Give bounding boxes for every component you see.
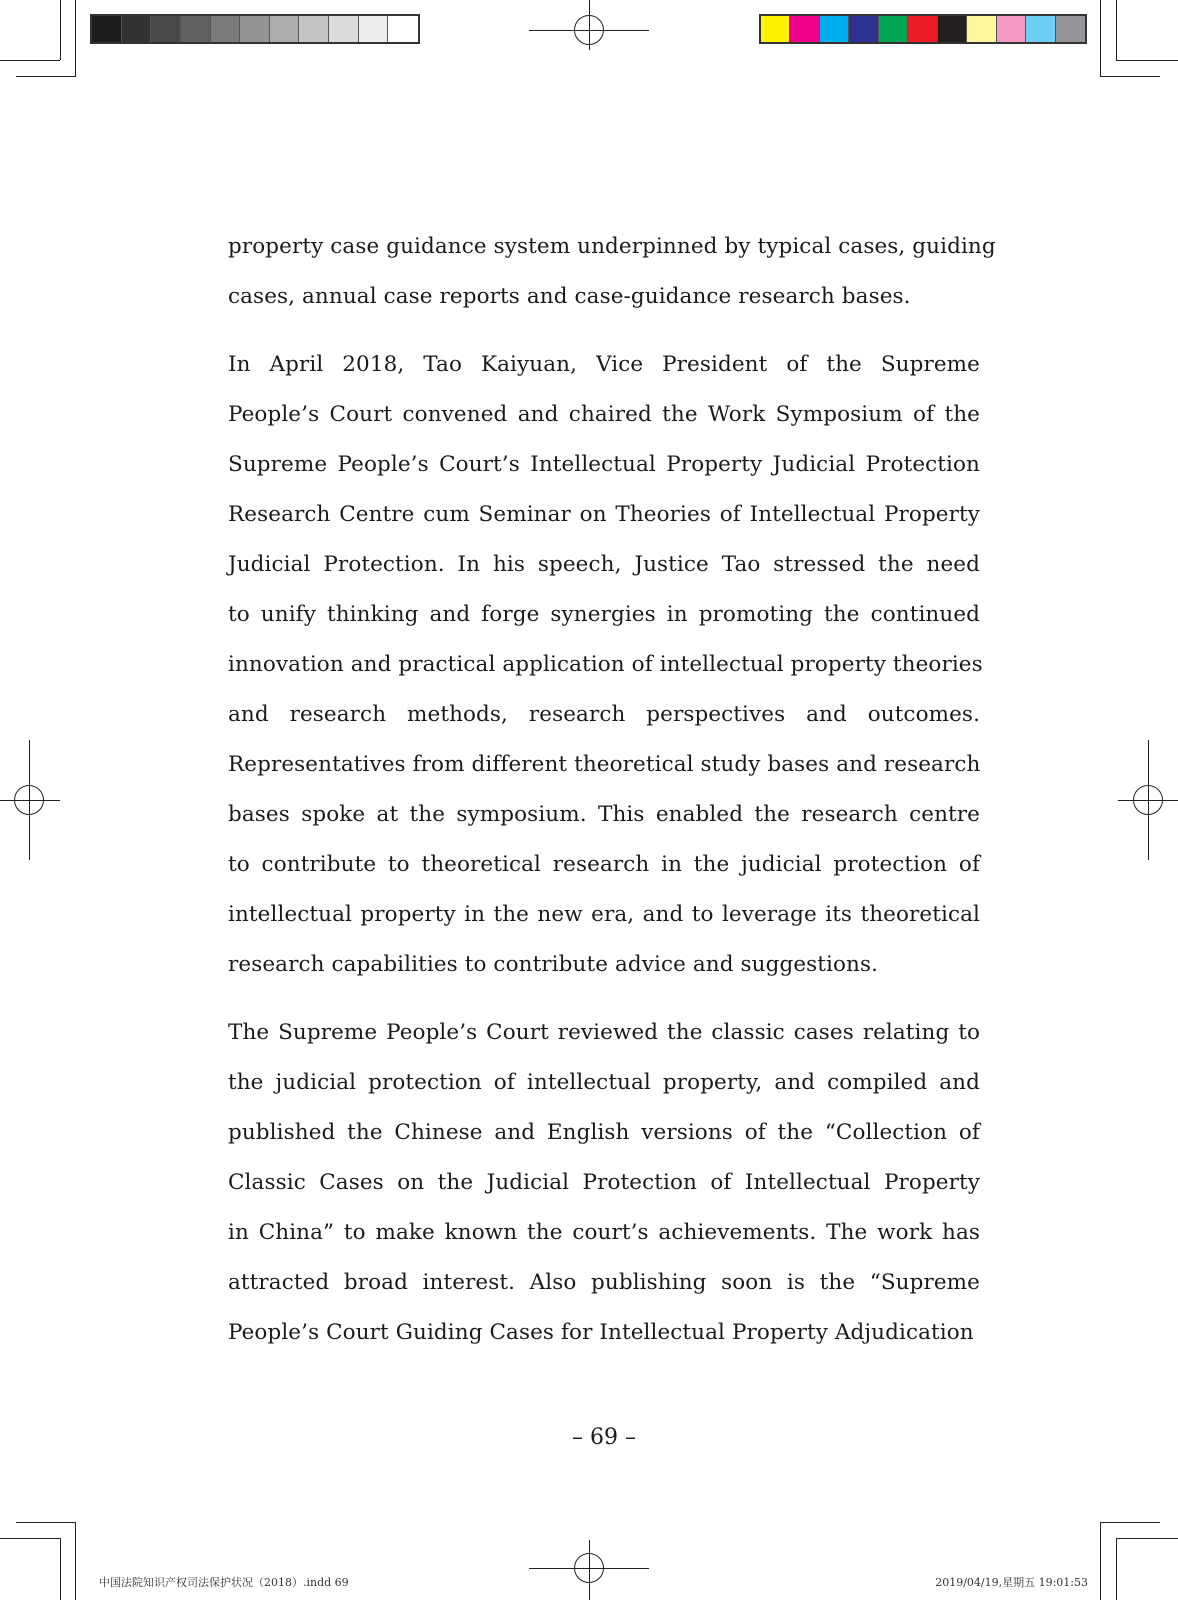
registration-mark-bottom <box>574 1553 604 1583</box>
crop-mark <box>16 76 76 77</box>
color-swatch <box>790 16 819 42</box>
color-swatch <box>820 16 849 42</box>
gray-swatch <box>329 16 359 42</box>
text-line: The Supreme People’s Court reviewed the classic cases relating to <box>228 1020 980 1045</box>
text-line: and research methods, research perspectives and outcomes. <box>228 702 980 727</box>
text-line: Judicial Protection. In his speech, Justice Tao stressed the need <box>228 552 980 577</box>
registration-mark-top <box>574 15 604 45</box>
gray-swatch <box>299 16 329 42</box>
text-line: Representatives from different theoretical study bases and research <box>228 752 981 777</box>
grayscale-calibration-bar <box>90 14 420 44</box>
page-number: – 69 – <box>572 1425 636 1450</box>
crop-mark <box>1100 1522 1101 1600</box>
text-line: innovation and practical application of intellectual property theories <box>228 652 983 677</box>
crop-mark <box>1116 60 1178 61</box>
text-line: attracted broad interest. Also publishing soon is the “Supreme <box>228 1270 980 1295</box>
gray-swatch <box>181 16 211 42</box>
gray-swatch <box>151 16 181 42</box>
crop-mark <box>75 1522 76 1600</box>
text-line: People’s Court convened and chaired the Work Symposium of the <box>228 402 980 427</box>
gray-swatch <box>211 16 241 42</box>
crop-mark <box>1100 0 1101 76</box>
color-swatch <box>879 16 908 42</box>
text-line: to contribute to theoretical research in the judicial protection of <box>228 852 980 877</box>
color-calibration-bar <box>759 14 1087 44</box>
paragraph <box>228 1008 980 1358</box>
text-line: intellectual property in the new era, and to leverage its theoretical <box>228 902 980 927</box>
color-swatch <box>1026 16 1055 42</box>
text-line: In April 2018, Tao Kaiyuan, Vice President of the Supreme <box>228 352 980 377</box>
text-line: published the Chinese and English versions of the “Collection of <box>228 1120 980 1145</box>
registration-mark-left <box>14 785 44 815</box>
paragraph <box>228 222 996 322</box>
body-text <box>228 222 996 1376</box>
color-swatch <box>938 16 967 42</box>
color-swatch <box>1056 16 1085 42</box>
color-swatch <box>908 16 937 42</box>
crop-mark <box>1100 1522 1160 1523</box>
color-swatch <box>967 16 996 42</box>
text-line: cases, annual case reports and case-guidance research bases. <box>228 284 911 309</box>
crop-mark <box>0 1538 60 1539</box>
text-line: to unify thinking and forge synergies in promoting the continued <box>228 602 980 627</box>
text-line: People’s Court Guiding Cases for Intellectual Property Adjudication <box>228 1320 974 1345</box>
crop-mark <box>1116 0 1117 60</box>
registration-mark-right <box>1133 785 1163 815</box>
text-line: research capabilities to contribute advice and suggestions. <box>228 952 879 977</box>
text-line: Supreme People’s Court’s Intellectual Property Judicial Protection <box>228 452 980 477</box>
color-swatch <box>997 16 1026 42</box>
crop-mark <box>16 1522 76 1523</box>
text-line: property case guidance system underpinned by typical cases, guiding <box>228 234 996 259</box>
crop-mark <box>60 1538 61 1600</box>
gray-swatch <box>92 16 122 42</box>
crop-mark <box>0 60 60 61</box>
color-swatch <box>761 16 790 42</box>
gray-swatch <box>359 16 389 42</box>
color-swatch <box>849 16 878 42</box>
gray-swatch <box>388 16 418 42</box>
gray-swatch <box>240 16 270 42</box>
footer-file-name: 中国法院知识产权司法保护状况（2018）.indd 69 <box>99 1576 349 1589</box>
crop-mark <box>1116 1538 1178 1539</box>
text-line: the judicial protection of intellectual property, and compiled and <box>228 1070 980 1095</box>
text-line: bases spoke at the symposium. This enabled the research centre <box>228 802 980 827</box>
text-line: in China” to make known the court’s achievements. The work has <box>228 1220 980 1245</box>
gray-swatch <box>270 16 300 42</box>
text-line: Classic Cases on the Judicial Protection of Intellectual Property <box>228 1170 980 1195</box>
crop-mark <box>60 0 61 60</box>
gray-swatch <box>122 16 152 42</box>
crop-mark <box>1116 1538 1117 1600</box>
text-line: Research Centre cum Seminar on Theories of Intellectual Property <box>228 502 980 527</box>
footer-timestamp: 2019/04/19,星期五 19:01:53 <box>935 1576 1088 1589</box>
crop-mark <box>1100 76 1160 77</box>
crop-mark <box>75 0 76 76</box>
paragraph <box>228 340 983 990</box>
